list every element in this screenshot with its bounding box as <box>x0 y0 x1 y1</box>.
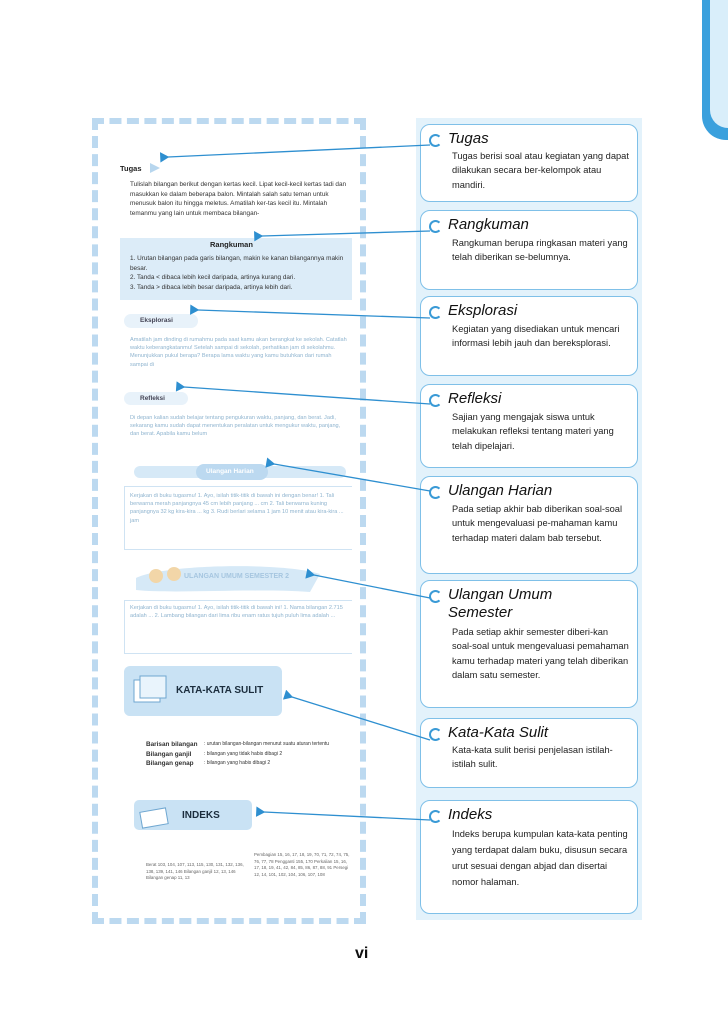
callout-title: Kata-Kata Sulit <box>448 724 549 741</box>
sample-rangkuman-item: 3. Tanda > dibaca lebih besar daripada, artinya lebih dari. <box>130 284 293 291</box>
callout-description: Tugas berisi soal atau kegiatan yang dapat dilakukan secara ber-kelompok atau mandiri. <box>452 151 629 190</box>
arrow-refleksi <box>184 387 430 404</box>
sample-eksplorasi-text: Amatilah jam dinding di rumahmu pada saat kamu akan berangkat ke sekolah. Catatlah waktu keberangkatanmu! Setelah sampai di sekolah, perhatikan jam di sekolahmu. Menunjukkan pukul berapa? Berapa lama waktu yang kamu butuhkan dari rumah sampai di <box>130 337 347 368</box>
sample-eksplorasi-label: Eksplorasi <box>140 317 173 324</box>
sample-kata-sulit-term: Barisan bilangan <box>146 741 198 748</box>
sample-kata-sulit-label: KATA-KATA SULIT <box>176 685 264 696</box>
sample-refleksi-label: Refleksi <box>140 395 165 402</box>
sample-tugas-label: Tugas <box>120 164 142 173</box>
callout-title: Ulangan Harian <box>448 482 553 499</box>
callout-description: Indeks berupa kumpulan kata-kata penting yang terdapat dalam buku, disusun secara urut sesuai dengan abjad dan disertai nomor halaman. <box>452 829 628 887</box>
sample-indeks-left: Berat 103, 104, 107, 113, 115, 130, 131, 132, 136, 138, 139, 141, 146 Bilangan ganjil 12, 13, 146 Bilangan genap 11, 13 <box>146 862 244 880</box>
sample-ulangan-umum-label: ULANGAN UMUM SEMESTER 2 <box>184 573 290 580</box>
sample-refleksi-text: Di depan kalian sudah belajar tentang pengukuran waktu, panjang, dan berat. Jadi, sekarang kamu sudah dapat menentukan peralatan untuk mengukur waktu, panjang, dan berat. Apabila kamu belum <box>130 415 341 438</box>
sample-ulangan-umum-text: Kerjakan di buku tugasmu! 1. Ayo, isilah titik-titik di bawah ini! 1. Nama bilangan 2.715 adalah ... 2. Lambang bilangan dari lima ribu enam ratus tujuh puluh lima adalah ... <box>130 605 343 620</box>
sample-rangkuman-label: Rangkuman <box>210 240 253 249</box>
callout-description: Sajian yang mengajak siswa untuk melakukan refleksi tentang materi yang telah dipelajari. <box>452 412 614 451</box>
sample-kata-sulit-def: : urutan bilangan-bilangan menurut suatu aturan tertentu <box>204 741 330 747</box>
arrow-tugas <box>168 145 430 157</box>
callout-description: Pada setiap akhir bab diberikan soal-soal untuk mengevaluasi pe-mahaman kamu terhadap materi dalam bab tersebut. <box>452 504 623 543</box>
sample-ulangan-harian-text: Kerjakan di buku tugasmu! 1. Ayo, isilah titik-titik di bawah ini dengan benar! 1. Tali berwarna merah panjangnya 45 cm lebih panjang ... cm 2. Tali berwarna kuning panjangnya 32 kg kira-kira ... kg 3. Rudi berlari selama 1 jam 10 menit atau kira-kira ... jam <box>130 493 344 524</box>
sample-kata-sulit-term: Bilangan ganjil <box>146 750 192 758</box>
arrow-eksplorasi <box>198 310 430 318</box>
sample-indeks-right: Pembagian 15, 16, 17, 18, 19, 70, 71, 72, 74, 75, 76, 77, 78 Pengganti 155, 170 Perkalian 15, 16, 17, 18, 19, 41, 42, 84, 85, 86, 87, 88, 91 Persegi 12, 14, 101, 102, 104, 106, 107, 108 <box>254 852 350 877</box>
sample-rangkuman-item: 2. Tanda < dibaca lebih kecil daripada, artinya kurang dari. <box>130 274 296 281</box>
page-number: vi <box>355 945 369 962</box>
callout-description: Kegiatan yang disediakan untuk mencari informasi lebih jauh dan bereksplorasi. <box>452 324 620 349</box>
sample-ulangan-harian-label: Ulangan Harian <box>206 468 254 475</box>
sample-kata-sulit-def: : bilangan yang habis dibagi 2 <box>204 760 271 766</box>
sample-kata-sulit-term: Bilangan genap <box>146 760 194 767</box>
callout-title: Rangkuman <box>448 216 529 233</box>
sample-indeks-label: INDEKS <box>182 810 220 821</box>
arrow-rangkuman <box>262 231 430 236</box>
callout-title: Eksplorasi <box>448 302 518 319</box>
arrow-ulangan-umum <box>314 575 430 598</box>
callout-title: Tugas <box>448 130 489 147</box>
arrow-indeks <box>264 812 430 820</box>
callout-title: Ulangan Umum Semester <box>448 586 553 621</box>
sample-tugas-text: Tulislah bilangan berikut dengan kertas kecil. Lipat kecil-kecil kertas tadi dan masukkan ke dalam beberapa balon. Mintalah salah satu teman untuk menusuk balon itu hingga meletus. Amatilah ker-tas kecil itu. Mintalah temanmu yang lain untuk membaca bilangan- <box>130 181 347 217</box>
sample-kata-sulit-def: : bilangan yang tidak habis dibagi 2 <box>204 750 283 757</box>
callout-title: Refleksi <box>448 390 502 407</box>
arrow-ulangan-harian <box>274 464 430 491</box>
arrow-kata-sulit <box>292 697 430 740</box>
callout-description: Kata-kata sulit berisi penjelasan istilah-istilah sulit. <box>452 745 613 770</box>
callout-description: Pada setiap akhir semester diberi-kan soal-soal untuk mengevaluasi pemahaman kamu terhadap materi yang telah diberikan dalam satu semester. <box>452 627 629 680</box>
callout-description: Rangkuman berupa ringkasan materi yang telah diberikan se-belumnya. <box>452 238 628 263</box>
sample-rangkuman-item: 1. Urutan bilangan pada garis bilangan, makin ke kanan bilangannya makin besar. <box>130 255 344 272</box>
callout-title: Indeks <box>448 806 493 823</box>
